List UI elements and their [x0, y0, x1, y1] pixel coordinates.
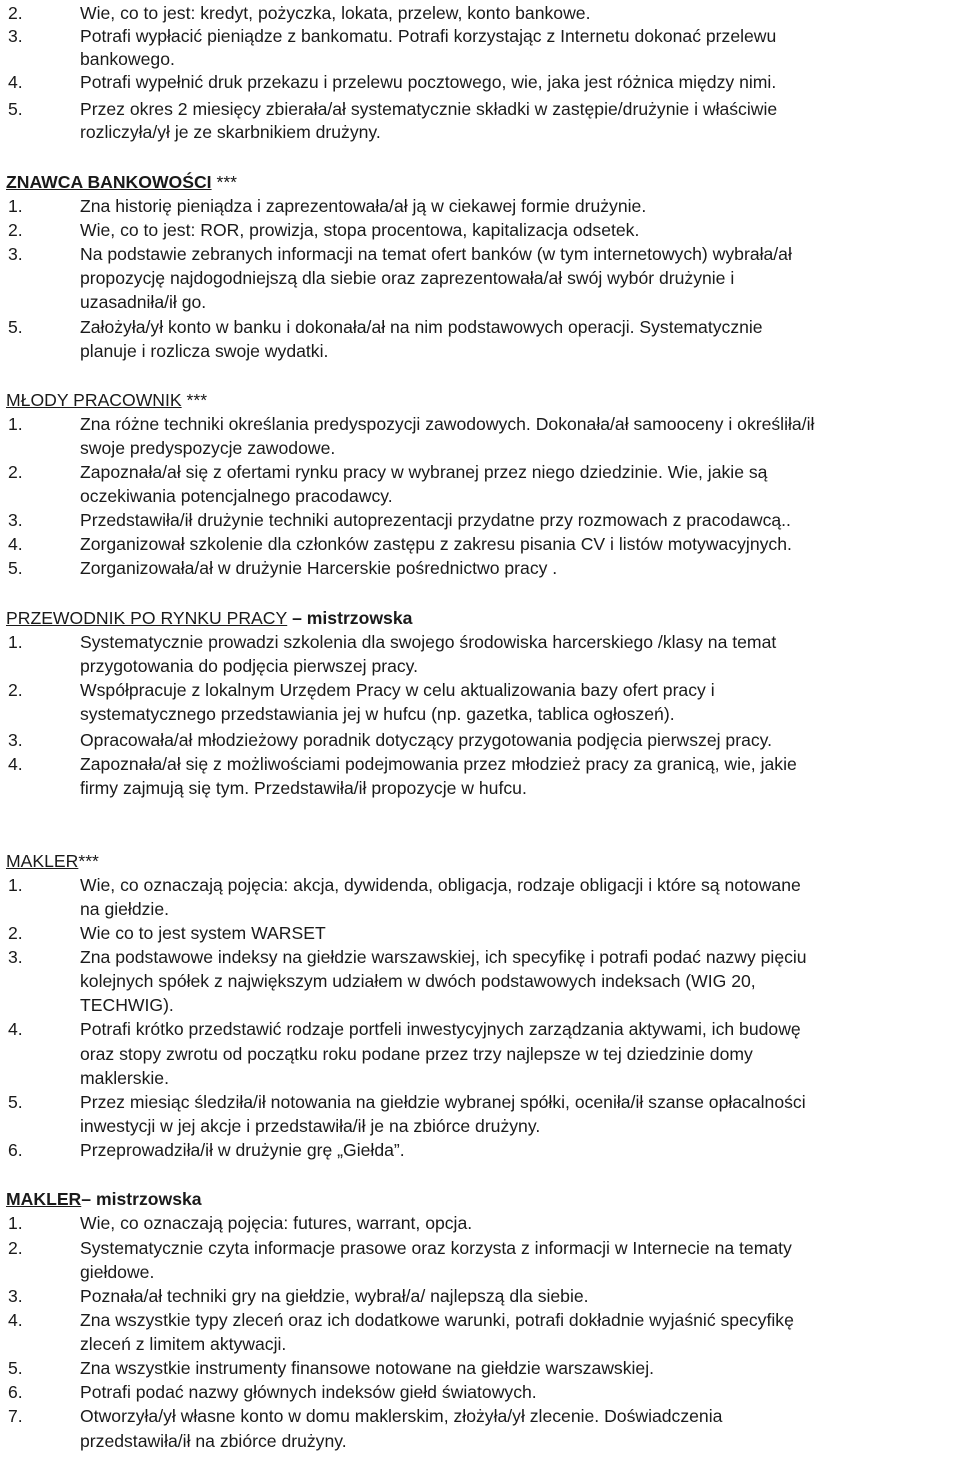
section-heading: PRZEWODNIK PO RYNKU PRACY – mistrzowska	[6, 608, 413, 628]
section-heading: MAKLER***	[6, 851, 99, 871]
document-page: 2. Wie, co to jest: kredyt, pożyczka, lokata, przelew, konto bankowe. 3. Potrafi wypłacić pieniądze z bankomatu. Potrafi korzystając z Internetu dokonać przelewu bankowego. 4. Potrafi wypełnić druk przekazu i przelewu pocztowego, wie, jaka jest różnica między nimi. 5. Przez okres 2 miesięcy zbierała/ał systematycznie składki w zastępie/drużynie i właściwie rozliczyła/ył je ze skarbnikiem drużyny. ZNAWCA BANKOWOŚCI *** 1. Zna historię pieniądza i zaprezentowała/ał ją w ciekawej formie drużynie. 2. Wie, co to jest: ROR, prowizja, stopa procentowa, kapitalizacja odsetek. 3. Na podstawie zebranych informacji na temat ofert banków (w tym internetowych) wybrała/ał propozycję najdogodniejszą dla siebie oraz zaprezentowała/ał swój wybór drużynie i uzasadniła/ił go. 5. Założyła/ył konto w banku i dokonała/ał na nim podstawowych operacji. Systematycznie planuje i rozlicza swoje wydatki. MŁODY PRACOWNIK *** 1. Zna różne techniki określania predyspozycji zawodowych. Dokonała/ał samooceny i określiła/ił swoje predyspozycje zawodowe. 2. Zapoznała/ał się z ofertami rynku pracy w wybranej przez niego dziedzinie. Wie, jakie są oczekiwania potencjalnego pracodawcy. 3. Przedstawiła/ił drużynie techniki autoprezentacji przydatne przy rozmowach z pracodawcą.. 4. Zorganizował szkolenie dla członków zastępu z zakresu pisania CV i listów motywacyjnych. 5. Zorganizowała/ał w drużynie Harcerskie pośrednictwo pracy . PRZEWODNIK PO RYNKU PRACY – mistrzowska 1. Systematycznie prowadzi szkolenia dla swojego środowiska harcerskiego /klasy na temat przygotowania do podjęcia pierwszej pracy. 2. Współpracuje z lokalnym Urzędem Pracy w celu aktualizowania bazy ofert pracy i systematycznego przedstawiania jej w hufcu (np. gazetka, tablica ogłoszeń). 3. Opracowała/ał młodzieżowy poradnik dotyczący przygotowania podjęcia pierwszej pracy. 4. Zapoznała/ał się z możliwościami podejmowania przez młodzież pracy za granicą, wie, jakie firmy zajmują się tym. Przedstawiła/ił propozycje w hufcu. MAKLER*** 1. Wie, co oznaczają pojęcia: akcja, dywidenda, obligacja, rodzaje obligacji i które są notowane na giełdzie. 2. Wie co to jest system WARSET 3. Zna podstawowe indeksy na giełdzie warszawskiej, ich specyfikę i potrafi podać nazwy pięciu kolejnych spółek z największym udziałem w dwóch podstawowych indeksach (WIG 20, TECHWIG). 4. Potrafi krótko przedstawić rodzaje portfeli inwestycyjnych zarządzania aktywami, ich budowę oraz stopy zwrotu od początku roku podane przez trzy najlepsze w tej dziedzinie domy maklerskie. 5. Przez miesiąc śledziła/ił notowania na giełdzie wybranej spółki, oceniła/ił szanse opłacalności inwestycji w jej akcje i przedstawiła/ił je na zbiórce drużyny. 6. Przeprowadziła/ił w drużynie grę „Giełda”. MAKLER– mistrzowska 1. Wie, co oznaczają pojęcia: futures, warrant, opcja. 2. Systematycznie czyta informacje prasowe oraz korzysta z informacji w Internecie na tematy giełdowe. 3. Poznała/ał techniki gry na giełdzie, wybrał/a/ najlepszą dla siebie. 4. Zna wszystkie typy zleceń oraz ich dodatkowe warunki, potrafi dokładnie wyjaśnić specyfikę zleceń z limitem aktywacji. 5. Zna wszystkie instrumenty finansowe notowane na giełdzie warszawskiej. 6. Potrafi podać nazwy głównych indeksów giełd światowych. 7. Otworzyła/ył własne konto w domu maklerskim, złożyła/ył zlecenie. Doświadczenia przedstawiła/ił na zbiórce drużyny.	[6, 3, 815, 1451]
section-heading: ZNAWCA BANKOWOŚCI ***	[6, 172, 238, 192]
section-heading: MAKLER– mistrzowska	[6, 1189, 202, 1209]
section-heading: MŁODY PRACOWNIK ***	[6, 390, 208, 410]
